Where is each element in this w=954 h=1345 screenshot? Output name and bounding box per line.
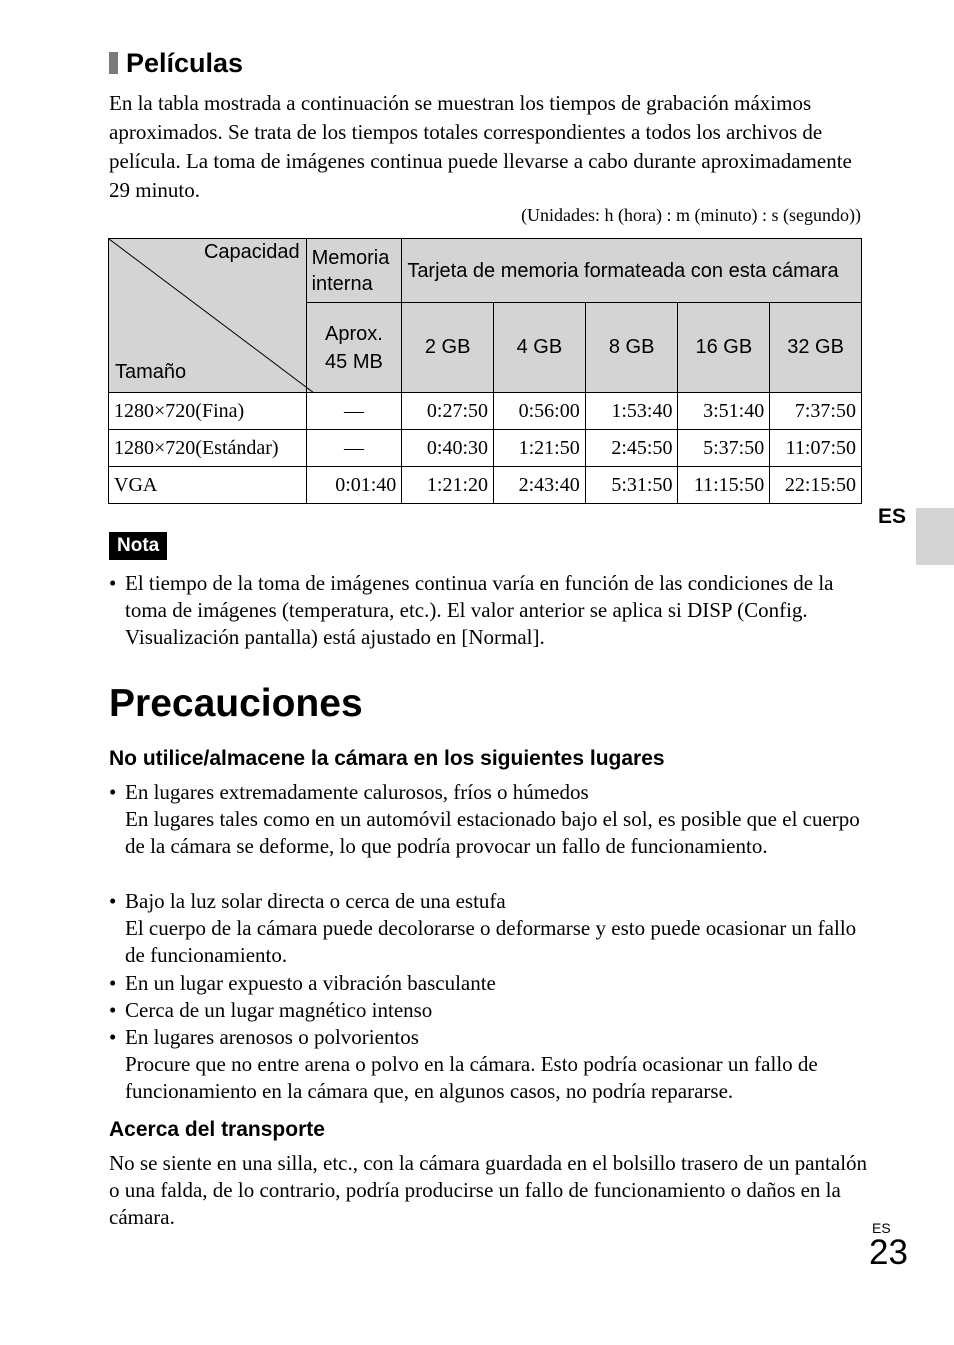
- cell-value: 1:53:40: [585, 393, 678, 430]
- units-note: (Unidades: h (hora) : m (minuto) : s (segundo)): [521, 205, 861, 225]
- nota-badge: Nota: [109, 532, 167, 560]
- cell-value: 0:56:00: [494, 393, 586, 430]
- cell-value: 0:27:50: [402, 393, 494, 430]
- transporte-heading: Acerca del transporte: [109, 1118, 325, 1141]
- cell-value: —: [306, 393, 402, 430]
- col-header: 8 GB: [585, 303, 678, 393]
- cell-value: 3:51:40: [678, 393, 770, 430]
- footer-lang: ES: [872, 1220, 891, 1236]
- list-item-detail: En lugares tales como en un automóvil estacionado bajo el sol, es posible que el cuerpo de la cámara se deforme, lo que podría provocar un fallo de funcionamiento.: [125, 807, 860, 858]
- peliculas-heading-text: Películas: [126, 48, 244, 78]
- header-tarjeta: Tarjeta de memoria formateada con esta cámara: [402, 239, 862, 303]
- cell-value: —: [306, 430, 402, 467]
- col-header: 16 GB: [678, 303, 770, 393]
- cell-value: 5:31:50: [585, 467, 678, 504]
- row-label: 1280×720(Estándar): [109, 430, 307, 467]
- col-header: 4 GB: [494, 303, 586, 393]
- side-tab: [916, 508, 954, 565]
- recording-time-table: [108, 238, 862, 504]
- cell-value: 0:01:40: [306, 467, 402, 504]
- cell-value: 11:15:50: [678, 467, 770, 504]
- list-item: [109, 888, 869, 969]
- list-item: [109, 997, 869, 1024]
- list-item: [109, 1024, 869, 1105]
- bullet-icon: •: [109, 998, 117, 1022]
- table-corner-cell: [109, 239, 307, 393]
- bullet-icon: •: [109, 1025, 117, 1049]
- list-item-detail: Procure que no entre arena o polvo en la cámara. Esto podría ocasionar un fallo de funcionamiento en la cámara que, en algunos casos, no podría repararse.: [125, 1052, 818, 1103]
- cell-value: 1:21:50: [494, 430, 586, 467]
- list-item: [109, 779, 869, 860]
- row-label: VGA: [109, 467, 307, 504]
- table-row: [109, 467, 862, 504]
- nota-text: El tiempo de la toma de imágenes continua varía en función de las condiciones de la toma de imágenes (temperatura, etc.). El valor anterior se aplica si DISP (Config. Visualización pantalla) está ajustado en [Normal].: [125, 571, 834, 649]
- nota-item: [109, 570, 869, 651]
- bullet-icon: •: [109, 571, 117, 595]
- list-item-title: Cerca de un lugar magnético intenso: [125, 998, 433, 1022]
- bullet-icon: •: [109, 780, 117, 804]
- list-item-detail: El cuerpo de la cámara puede decolorarse o deformarse y esto puede ocasionar un fallo de funcionamiento.: [125, 916, 857, 967]
- page-title: Precauciones: [109, 682, 363, 725]
- row-label: 1280×720(Fina): [109, 393, 307, 430]
- section-heading-peliculas: [109, 48, 243, 79]
- side-tab-label: ES: [878, 505, 907, 528]
- col-header: 32 GB: [770, 303, 862, 393]
- bullet-icon: •: [109, 971, 117, 995]
- header-capacidad: Capacidad: [203, 241, 300, 263]
- list-item-title: Bajo la luz solar directa o cerca de una estufa: [125, 889, 506, 913]
- cell-value: 2:43:40: [494, 467, 586, 504]
- cell-value: 2:45:50: [585, 430, 678, 467]
- heading-marker-icon: [109, 52, 118, 74]
- bullet-icon: •: [109, 889, 117, 913]
- header-memoria-interna: Memoria interna: [306, 239, 402, 303]
- list-item-title: En un lugar expuesto a vibración basculante: [125, 971, 496, 995]
- transporte-text: No se siente en una silla, etc., con la cámara guardada en el bolsillo trasero de un pantalón o una falda, de lo contrario, podría producirse un fallo de funcionamiento o daños en la cámara.: [109, 1151, 868, 1229]
- cell-value: 7:37:50: [770, 393, 862, 430]
- list-item: [109, 970, 869, 997]
- list-item-title: En lugares extremadamente calurosos, fríos o húmedos: [125, 780, 589, 804]
- table-row: [109, 430, 862, 467]
- cell-value: 0:40:30: [402, 430, 494, 467]
- cell-value: 5:37:50: [678, 430, 770, 467]
- cell-value: 1:21:20: [402, 467, 494, 504]
- lugares-heading: No utilice/almacene la cámara en los siguientes lugares: [109, 747, 665, 770]
- peliculas-intro: En la tabla mostrada a continuación se muestran los tiempos de grabación máximos aproximados. Se trata de los tiempos totales correspondientes a todos los archivos de película. La toma de imágenes continua puede llevarse a cabo durante aproximadamente 29 minuto.: [109, 91, 852, 202]
- cell-value: 11:07:50: [770, 430, 862, 467]
- list-item-title: En lugares arenosos o polvorientos: [125, 1025, 419, 1049]
- col-header: 2 GB: [402, 303, 494, 393]
- header-tamano: Tamaño: [115, 361, 187, 383]
- col-header: Aprox. 45 MB: [306, 303, 402, 393]
- cell-value: 22:15:50: [770, 467, 862, 504]
- table-row: [109, 393, 862, 430]
- page-number: 23: [869, 1233, 908, 1272]
